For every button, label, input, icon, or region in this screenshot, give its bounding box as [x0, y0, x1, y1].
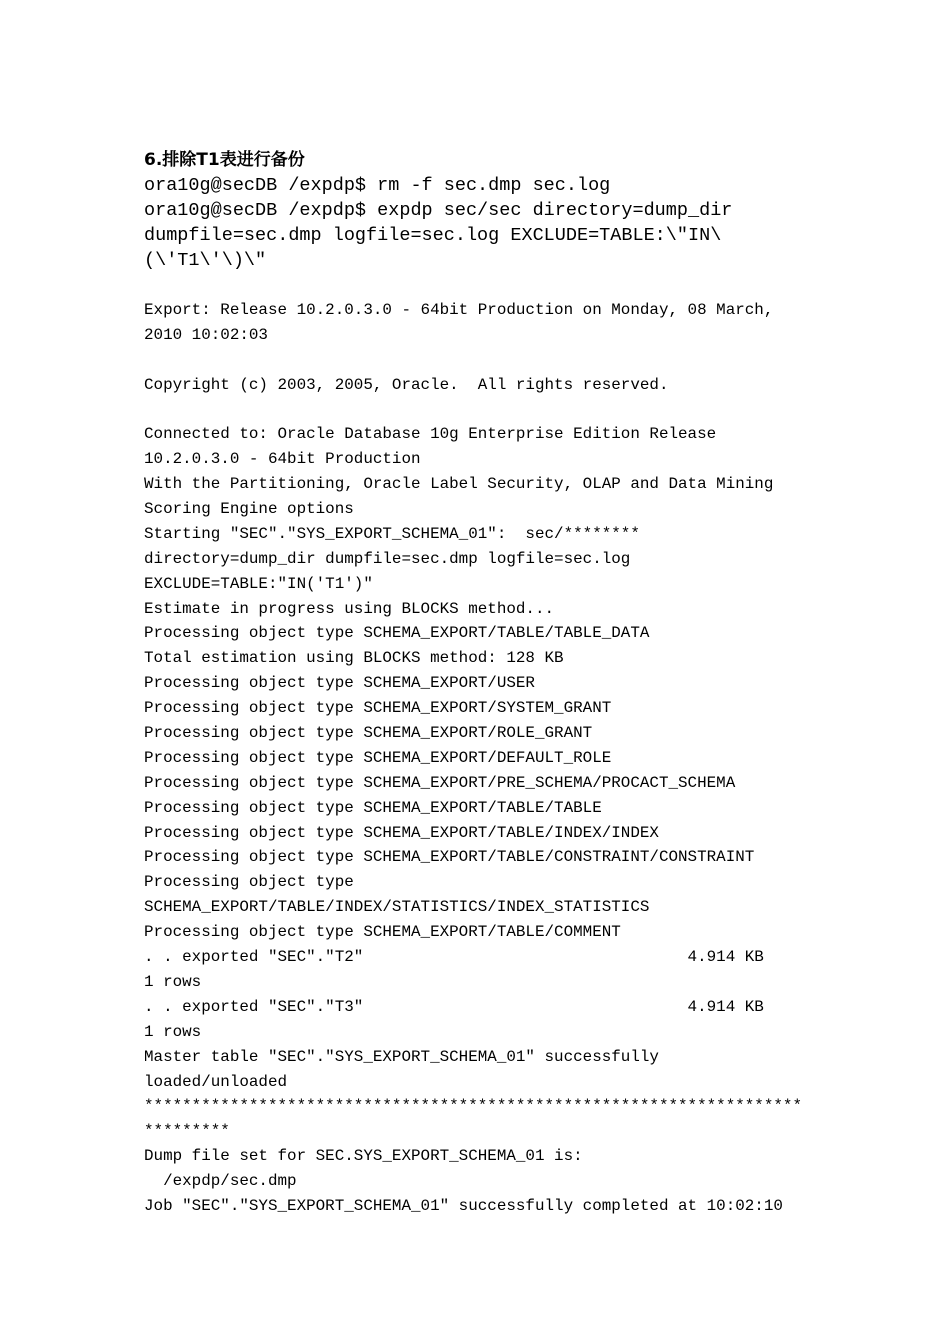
output-line: . . exported "SEC"."T2" 4.914 KB	[144, 948, 764, 967]
output-line: /expdp/sec.dmp	[144, 1172, 297, 1191]
output-line: Processing object type SCHEMA_EXPORT/SYSTEM_GRANT	[144, 699, 612, 718]
output-line: directory=dump_dir dumpfile=sec.dmp logfile=sec.log	[144, 549, 631, 568]
output-line: Master table "SEC"."SYS_EXPORT_SCHEMA_01" successfully	[144, 1047, 659, 1066]
document-page	[144, 148, 924, 1219]
output-line: Processing object type SCHEMA_EXPORT/USER	[144, 674, 535, 693]
output-line: Starting "SEC"."SYS_EXPORT_SCHEMA_01": sec/********	[144, 524, 640, 543]
output-line: loaded/unloaded	[144, 1072, 288, 1091]
output-line: Processing object type	[144, 873, 354, 892]
output-line: Estimate in progress using BLOCKS method...	[144, 599, 555, 618]
command-line: (\'T1\'\)\"	[144, 250, 267, 271]
output-line: Processing object type SCHEMA_EXPORT/TABLE/INDEX/INDEX	[144, 823, 659, 842]
output-line: SCHEMA_EXPORT/TABLE/INDEX/STATISTICS/INDEX_STATISTICS	[144, 898, 650, 917]
output-line: 1 rows	[144, 972, 202, 991]
output-line: Processing object type SCHEMA_EXPORT/ROLE_GRANT	[144, 724, 593, 743]
output-line: *********	[144, 1122, 230, 1141]
output-line	[144, 348, 924, 373]
output-line: Total estimation using BLOCKS method: 128 KB	[144, 649, 564, 668]
output-line: Dump file set for SEC.SYS_EXPORT_SCHEMA_01 is:	[144, 1147, 583, 1166]
output-line: Processing object type SCHEMA_EXPORT/DEFAULT_ROLE	[144, 748, 612, 767]
command-line: ora10g@secDB /expdp$ expdp sec/sec directory=dump_dir	[144, 200, 733, 221]
command-line: dumpfile=sec.dmp logfile=sec.log EXCLUDE=TABLE:\"IN\	[144, 225, 722, 246]
output-line: Job "SEC"."SYS_EXPORT_SCHEMA_01" successfully completed at 10:02:10	[144, 1196, 783, 1215]
output-line	[144, 397, 924, 422]
section-heading: 6.排除T1表进行备份	[144, 150, 305, 170]
output-line: EXCLUDE=TABLE:"IN('T1')"	[144, 574, 373, 593]
output-line	[144, 273, 924, 298]
command-block	[144, 173, 924, 273]
output-line: Processing object type SCHEMA_EXPORT/TABLE/TABLE_DATA	[144, 624, 650, 643]
export-output-block	[144, 273, 924, 1219]
output-line: Processing object type SCHEMA_EXPORT/TABLE/CONSTRAINT/CONSTRAINT	[144, 848, 755, 867]
output-line: . . exported "SEC"."T3" 4.914 KB	[144, 997, 764, 1016]
output-line: Scoring Engine options	[144, 500, 354, 519]
output-line: *********************************************************************	[144, 1097, 802, 1116]
output-line: Processing object type SCHEMA_EXPORT/TABLE/TABLE	[144, 798, 602, 817]
output-line: Copyright (c) 2003, 2005, Oracle. All rights reserved.	[144, 375, 669, 394]
output-line: 1 rows	[144, 1022, 202, 1041]
output-line: 2010 10:02:03	[144, 325, 268, 344]
output-line: With the Partitioning, Oracle Label Security, OLAP and Data Mining	[144, 475, 774, 494]
output-line: Export: Release 10.2.0.3.0 - 64bit Production on Monday, 08 March,	[144, 300, 774, 319]
output-line: Processing object type SCHEMA_EXPORT/PRE_SCHEMA/PROCACT_SCHEMA	[144, 773, 736, 792]
output-line: 10.2.0.3.0 - 64bit Production	[144, 450, 421, 469]
command-line: ora10g@secDB /expdp$ rm -f sec.dmp sec.log	[144, 175, 611, 196]
output-line: Processing object type SCHEMA_EXPORT/TABLE/COMMENT	[144, 923, 621, 942]
output-line: Connected to: Oracle Database 10g Enterprise Edition Release	[144, 425, 717, 444]
